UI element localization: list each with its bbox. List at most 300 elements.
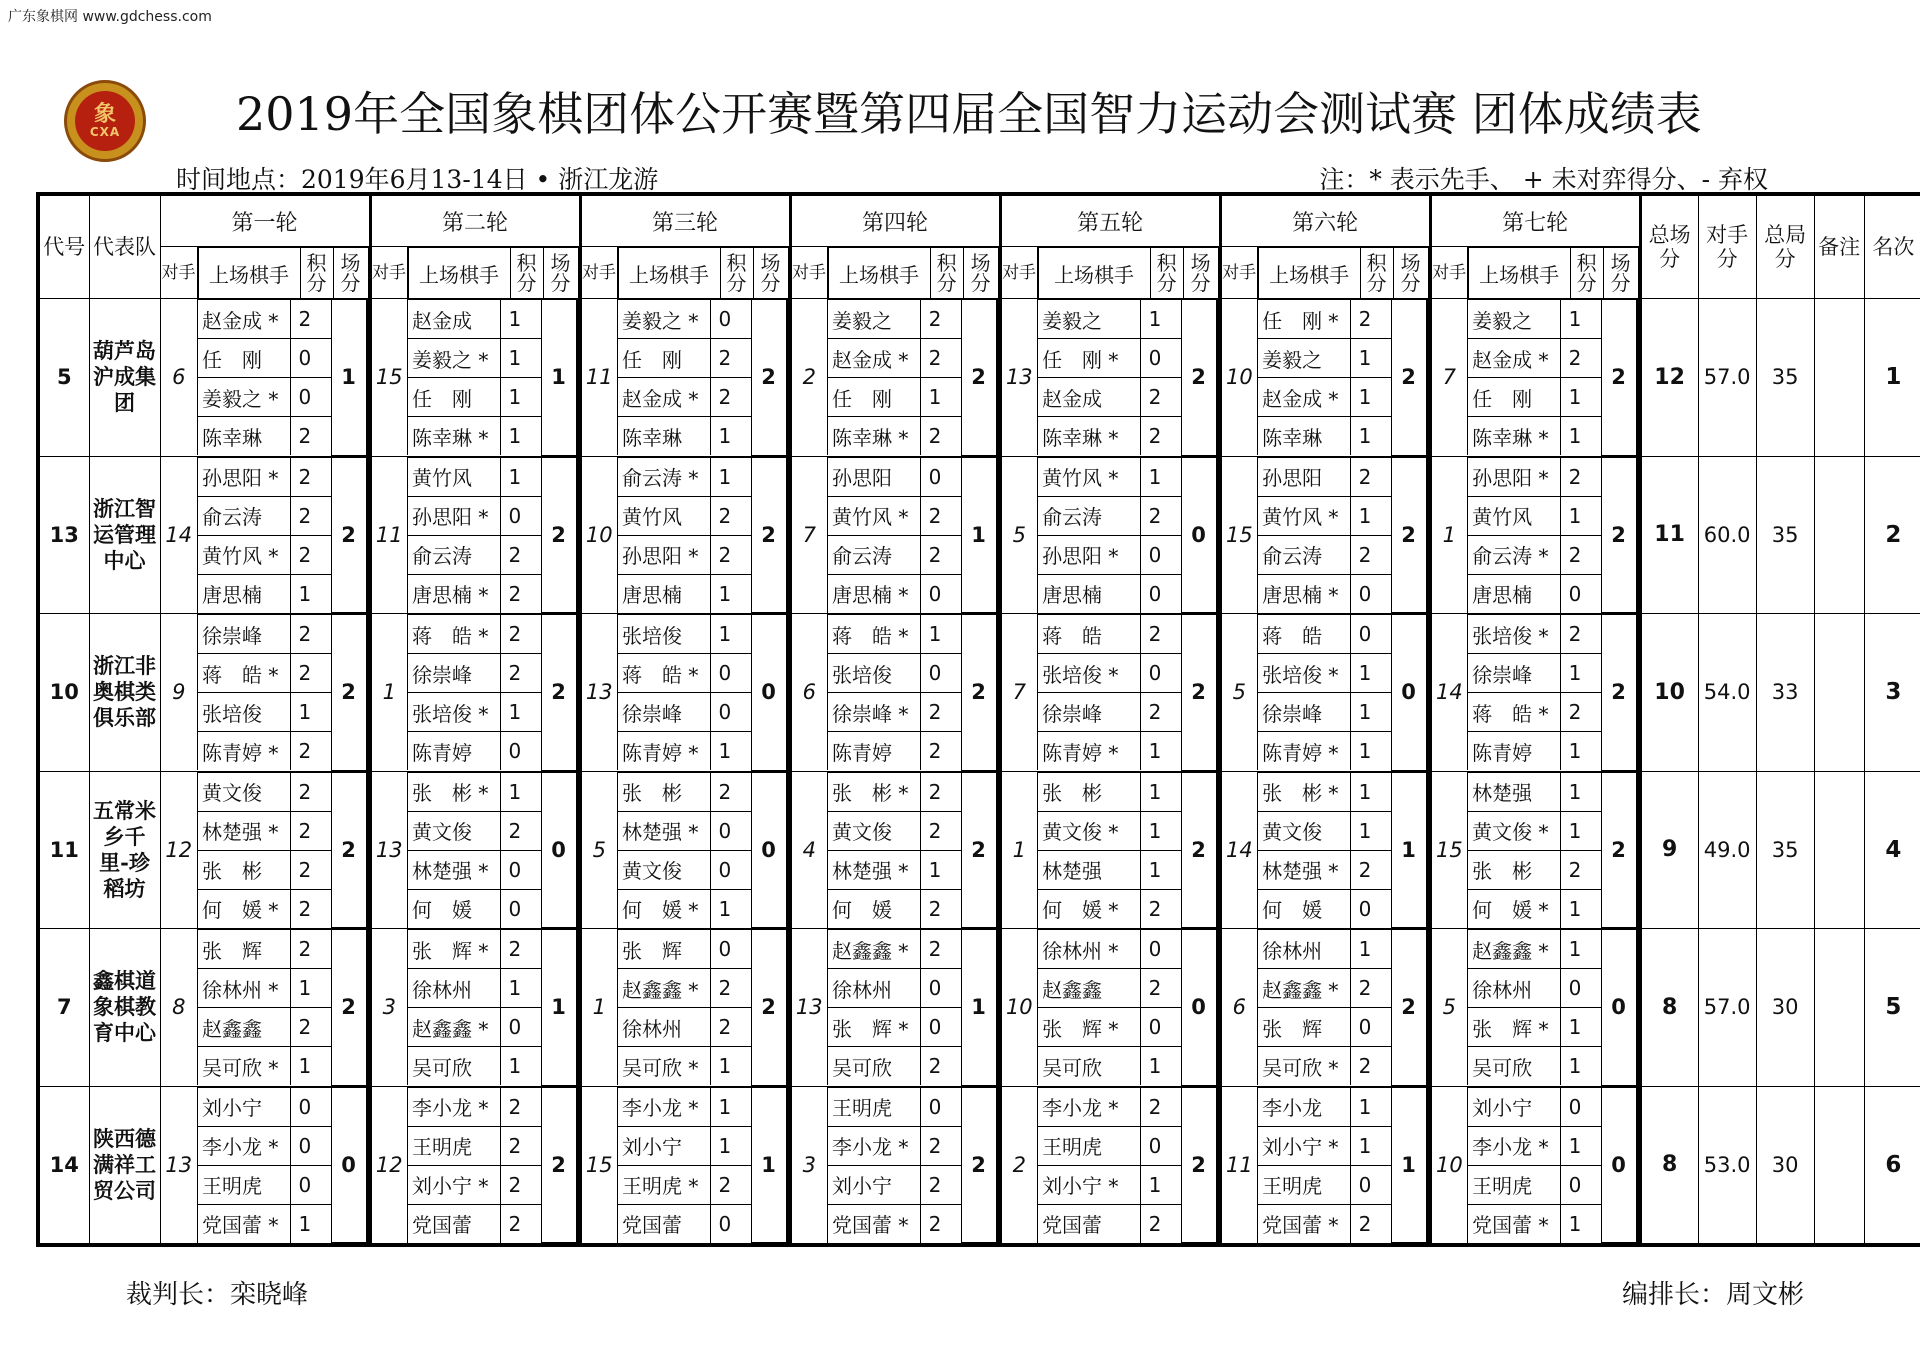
player-points: 1 bbox=[920, 850, 961, 889]
round-match-points: 1 bbox=[751, 1087, 787, 1243]
player-name: 张 辉 bbox=[198, 930, 291, 969]
round-match-points: 0 bbox=[541, 772, 577, 928]
player-name: 蒋 皓 * bbox=[1468, 693, 1561, 732]
logo-glyph: 象 bbox=[93, 101, 116, 127]
player-points: 2 bbox=[1350, 969, 1391, 1008]
player-name: 吴可欣 bbox=[1038, 1047, 1141, 1086]
player-name: 张培俊 * bbox=[1468, 615, 1561, 654]
header-players-block bbox=[617, 247, 790, 299]
round-block bbox=[197, 456, 370, 614]
header-players-inner bbox=[828, 247, 999, 298]
player-points: 0 bbox=[710, 811, 751, 850]
player-name: 任 刚 * bbox=[1258, 300, 1351, 339]
player-name: 唐思楠 * bbox=[408, 574, 501, 613]
player-name: 赵金成 bbox=[408, 300, 501, 339]
player-points: 1 bbox=[1350, 772, 1391, 811]
round-block bbox=[197, 771, 370, 929]
player-points: 1 bbox=[500, 417, 541, 456]
round-opponent: 15 bbox=[580, 1086, 617, 1245]
player-row bbox=[198, 300, 368, 339]
player-name: 姜毅之 bbox=[828, 300, 921, 339]
player-points: 2 bbox=[710, 1008, 751, 1047]
round-opponent: 13 bbox=[580, 614, 617, 772]
player-points: 1 bbox=[1350, 496, 1391, 535]
player-name: 任 刚 bbox=[828, 378, 921, 417]
player-name: 陈幸琳 * bbox=[408, 417, 501, 456]
header-opp-score: 对手分 bbox=[1698, 194, 1756, 299]
player-points: 2 bbox=[500, 654, 541, 693]
round-lineup bbox=[1257, 929, 1429, 1086]
player-points: 2 bbox=[500, 1087, 541, 1126]
round-opponent: 5 bbox=[1430, 929, 1467, 1087]
player-points: 0 bbox=[1140, 1008, 1181, 1047]
player-name: 黄文俊 bbox=[408, 811, 501, 850]
player-name: 张 彬 * bbox=[1258, 772, 1351, 811]
round-match-points: 2 bbox=[541, 615, 577, 771]
player-points: 1 bbox=[1560, 378, 1601, 417]
player-points: 2 bbox=[920, 930, 961, 969]
player-points: 0 bbox=[500, 496, 541, 535]
header-players-block bbox=[1037, 247, 1220, 299]
round-lineup bbox=[197, 614, 369, 771]
player-name: 赵鑫鑫 * bbox=[408, 1008, 501, 1047]
round-match-points: 2 bbox=[1391, 457, 1427, 613]
player-name: 姜毅之 * bbox=[198, 378, 291, 417]
team-row bbox=[38, 929, 1920, 1087]
header-match: 场分 bbox=[543, 248, 578, 299]
player-name: 蒋 皓 * bbox=[618, 654, 711, 693]
time-location: 时间地点：2019年6月13-14日 • 浙江龙游 bbox=[176, 165, 659, 194]
header-round-4: 第四轮 bbox=[790, 194, 1000, 247]
player-points: 2 bbox=[1140, 496, 1181, 535]
player-points: 2 bbox=[1350, 1047, 1391, 1086]
player-name: 蒋 皓 * bbox=[408, 615, 501, 654]
remarks bbox=[1814, 929, 1864, 1087]
header-players-inner bbox=[1468, 247, 1639, 298]
player-name: 唐思楠 * bbox=[1258, 574, 1351, 613]
player-name: 李小龙 * bbox=[828, 1126, 921, 1165]
header-points: 积分 bbox=[1570, 248, 1603, 299]
round-opponent: 5 bbox=[1220, 614, 1257, 772]
player-points: 0 bbox=[710, 850, 751, 889]
round-block bbox=[1257, 614, 1430, 772]
player-name: 徐林州 bbox=[1258, 930, 1351, 969]
player-name: 张培俊 bbox=[828, 654, 921, 693]
round-block bbox=[407, 929, 580, 1087]
player-row bbox=[1038, 930, 1218, 969]
round-lineup bbox=[1257, 299, 1429, 456]
player-points: 0 bbox=[920, 1087, 961, 1126]
round-match-points: 0 bbox=[1391, 615, 1427, 771]
player-points: 0 bbox=[290, 339, 331, 378]
player-points: 2 bbox=[1350, 535, 1391, 574]
player-row bbox=[618, 615, 788, 654]
header-players: 上场棋手 bbox=[828, 248, 930, 299]
player-row bbox=[408, 300, 578, 339]
player-name: 刘小宁 * bbox=[1038, 1165, 1141, 1204]
round-block bbox=[827, 1086, 1000, 1245]
round-block bbox=[827, 456, 1000, 614]
total-game-points: 30 bbox=[1756, 929, 1814, 1087]
header-round-6: 第六轮 bbox=[1220, 194, 1430, 247]
round-opponent: 7 bbox=[790, 456, 827, 614]
team-row bbox=[38, 1086, 1920, 1245]
round-match-points: 2 bbox=[961, 300, 997, 456]
player-points: 1 bbox=[1560, 1204, 1601, 1243]
player-name: 黄竹风 bbox=[1468, 496, 1561, 535]
site-watermark: 广东象棋网 www.gdchess.com bbox=[8, 9, 212, 25]
player-points: 2 bbox=[1140, 378, 1181, 417]
round-match-points: 0 bbox=[1181, 930, 1217, 1086]
round-opponent: 12 bbox=[160, 771, 197, 929]
round-match-points: 2 bbox=[961, 615, 997, 771]
player-name: 黄竹风 * bbox=[828, 496, 921, 535]
player-points: 2 bbox=[1350, 850, 1391, 889]
header-match: 场分 bbox=[1603, 248, 1638, 299]
round-block bbox=[197, 1086, 370, 1245]
player-name: 张 辉 bbox=[1258, 1008, 1351, 1047]
round-opponent: 4 bbox=[790, 771, 827, 929]
round-match-points: 2 bbox=[331, 615, 367, 771]
round-lineup bbox=[617, 772, 789, 929]
player-points: 2 bbox=[1140, 1204, 1181, 1243]
player-points: 2 bbox=[290, 654, 331, 693]
remarks bbox=[1814, 456, 1864, 614]
round-lineup bbox=[407, 299, 579, 456]
player-points: 0 bbox=[710, 1204, 751, 1243]
round-opponent: 9 bbox=[160, 614, 197, 772]
player-name: 陈青婷 * bbox=[198, 732, 291, 771]
header-players: 上场棋手 bbox=[408, 248, 510, 299]
player-row bbox=[1038, 1087, 1218, 1126]
player-points: 0 bbox=[920, 574, 961, 613]
player-name: 林楚强 * bbox=[1258, 850, 1351, 889]
player-name: 徐崇峰 bbox=[198, 615, 291, 654]
player-name: 赵金成 * bbox=[198, 300, 291, 339]
player-name: 黄竹风 * bbox=[1038, 457, 1141, 496]
player-points: 1 bbox=[1350, 339, 1391, 378]
player-points: 2 bbox=[920, 417, 961, 456]
player-points: 2 bbox=[1560, 339, 1601, 378]
round-lineup bbox=[1257, 772, 1429, 929]
opponent-score: 54.0 bbox=[1698, 614, 1756, 772]
player-points: 0 bbox=[710, 930, 751, 969]
player-points: 1 bbox=[500, 457, 541, 496]
player-points: 1 bbox=[1560, 300, 1601, 339]
header-row-sub bbox=[38, 247, 1920, 299]
player-name: 吴可欣 * bbox=[618, 1047, 711, 1086]
player-name: 李小龙 * bbox=[198, 1126, 291, 1165]
player-points: 2 bbox=[920, 496, 961, 535]
round-lineup bbox=[407, 1087, 579, 1244]
rank: 6 bbox=[1864, 1086, 1920, 1245]
team-code: 5 bbox=[38, 299, 89, 457]
player-points: 1 bbox=[710, 574, 751, 613]
round-block bbox=[407, 456, 580, 614]
player-name: 陈青婷 * bbox=[618, 732, 711, 771]
player-points: 2 bbox=[290, 930, 331, 969]
team-name: 葫芦岛沪成集团 bbox=[89, 299, 160, 457]
player-points: 1 bbox=[290, 574, 331, 613]
player-name: 吴可欣 bbox=[828, 1047, 921, 1086]
player-name: 党国蕾 * bbox=[828, 1204, 921, 1243]
player-row bbox=[828, 930, 998, 969]
round-lineup bbox=[1467, 457, 1639, 614]
rank: 3 bbox=[1864, 614, 1920, 772]
round-lineup bbox=[617, 614, 789, 771]
player-points: 1 bbox=[1560, 417, 1601, 456]
player-name: 陈幸琳 * bbox=[1468, 417, 1561, 456]
header-players-block bbox=[827, 247, 1000, 299]
player-name: 张 辉 * bbox=[1468, 1008, 1561, 1047]
player-name: 党国蕾 bbox=[1038, 1204, 1141, 1243]
player-name: 李小龙 * bbox=[408, 1087, 501, 1126]
player-name: 孙思阳 * bbox=[1468, 457, 1561, 496]
player-points: 2 bbox=[290, 615, 331, 654]
player-row bbox=[198, 615, 368, 654]
player-points: 2 bbox=[710, 772, 751, 811]
player-name: 党国蕾 bbox=[618, 1204, 711, 1243]
header-rank: 名次 bbox=[1864, 194, 1920, 299]
player-name: 俞云涛 bbox=[1038, 496, 1141, 535]
header-code: 代号 bbox=[38, 194, 89, 299]
cxa-logo bbox=[64, 80, 146, 162]
round-block bbox=[1467, 456, 1640, 614]
player-row bbox=[1468, 1087, 1638, 1126]
header-round-7: 第七轮 bbox=[1430, 194, 1640, 247]
round-lineup bbox=[1257, 457, 1429, 614]
round-match-points: 2 bbox=[751, 300, 787, 456]
player-name: 林楚强 bbox=[1038, 850, 1141, 889]
player-points: 2 bbox=[1140, 615, 1181, 654]
round-opponent: 10 bbox=[1000, 929, 1037, 1087]
round-match-points: 0 bbox=[1601, 930, 1637, 1086]
team-row bbox=[38, 614, 1920, 772]
total-match-points: 10 bbox=[1640, 614, 1698, 772]
total-match-points: 9 bbox=[1640, 771, 1698, 929]
player-name: 孙思阳 * bbox=[618, 535, 711, 574]
player-points: 2 bbox=[710, 378, 751, 417]
remarks bbox=[1814, 299, 1864, 457]
player-row bbox=[198, 930, 368, 969]
player-points: 1 bbox=[500, 339, 541, 378]
player-row bbox=[198, 457, 368, 496]
team-name: 鑫棋道象棋教育中心 bbox=[89, 929, 160, 1087]
player-name: 何 媛 * bbox=[618, 889, 711, 928]
round-opponent: 14 bbox=[1430, 614, 1467, 772]
player-points: 1 bbox=[1140, 811, 1181, 850]
player-points: 1 bbox=[500, 300, 541, 339]
player-points: 1 bbox=[1350, 693, 1391, 732]
results-body bbox=[38, 299, 1920, 1246]
round-match-points: 2 bbox=[1601, 772, 1637, 928]
player-row bbox=[1038, 300, 1218, 339]
round-block bbox=[1257, 929, 1430, 1087]
header-match: 场分 bbox=[1393, 248, 1428, 299]
player-name: 徐林州 bbox=[828, 969, 921, 1008]
round-block bbox=[1467, 771, 1640, 929]
player-name: 何 媛 * bbox=[1468, 889, 1561, 928]
player-name: 张 彬 bbox=[198, 850, 291, 889]
player-row bbox=[408, 772, 578, 811]
player-row bbox=[618, 772, 788, 811]
player-row bbox=[1468, 615, 1638, 654]
header-row-rounds bbox=[38, 194, 1920, 247]
player-points: 2 bbox=[1560, 693, 1601, 732]
player-name: 刘小宁 bbox=[828, 1165, 921, 1204]
player-points: 1 bbox=[710, 889, 751, 928]
player-points: 2 bbox=[1560, 457, 1601, 496]
player-name: 赵鑫鑫 bbox=[198, 1008, 291, 1047]
player-points: 2 bbox=[500, 1204, 541, 1243]
round-block bbox=[1037, 771, 1220, 929]
header-opp: 对手 bbox=[580, 247, 617, 299]
round-opponent: 1 bbox=[580, 929, 617, 1087]
round-lineup bbox=[617, 1087, 789, 1244]
player-name: 陈幸琳 * bbox=[1038, 417, 1141, 456]
round-lineup bbox=[1257, 1087, 1429, 1244]
results-table bbox=[36, 192, 1920, 1247]
player-points: 1 bbox=[1560, 930, 1601, 969]
player-name: 党国蕾 bbox=[408, 1204, 501, 1243]
round-lineup bbox=[827, 1087, 999, 1244]
player-name: 黄文俊 bbox=[1258, 811, 1351, 850]
player-name: 赵金成 * bbox=[1258, 378, 1351, 417]
player-points: 2 bbox=[1560, 535, 1601, 574]
player-row bbox=[1468, 457, 1638, 496]
player-name: 任 刚 bbox=[408, 378, 501, 417]
player-points: 1 bbox=[1140, 300, 1181, 339]
round-match-points: 2 bbox=[541, 1087, 577, 1243]
player-name: 孙思阳 bbox=[828, 457, 921, 496]
round-block bbox=[1257, 771, 1430, 929]
player-name: 党国蕾 * bbox=[198, 1204, 291, 1243]
header-match: 场分 bbox=[1183, 248, 1218, 299]
player-name: 黄文俊 bbox=[618, 850, 711, 889]
team-name: 浙江非奥棋类俱乐部 bbox=[89, 614, 160, 772]
player-name: 党国蕾 * bbox=[1258, 1204, 1351, 1243]
player-row bbox=[408, 457, 578, 496]
player-points: 2 bbox=[1140, 417, 1181, 456]
player-points: 2 bbox=[290, 300, 331, 339]
player-name: 徐崇峰 * bbox=[828, 693, 921, 732]
round-lineup bbox=[1037, 1087, 1219, 1244]
player-points: 1 bbox=[1350, 378, 1391, 417]
player-name: 张 辉 bbox=[618, 930, 711, 969]
total-game-points: 35 bbox=[1756, 456, 1814, 614]
player-points: 0 bbox=[1140, 574, 1181, 613]
player-points: 2 bbox=[710, 969, 751, 1008]
player-name: 刘小宁 bbox=[1468, 1087, 1561, 1126]
team-code: 11 bbox=[38, 771, 89, 929]
player-points: 2 bbox=[500, 535, 541, 574]
player-name: 俞云涛 bbox=[1258, 535, 1351, 574]
header-opp: 对手 bbox=[370, 247, 407, 299]
round-lineup bbox=[1257, 614, 1429, 771]
player-name: 刘小宁 bbox=[198, 1087, 291, 1126]
round-match-points: 0 bbox=[1181, 457, 1217, 613]
header-round-1: 第一轮 bbox=[160, 194, 370, 247]
player-name: 唐思楠 * bbox=[828, 574, 921, 613]
player-points: 2 bbox=[920, 889, 961, 928]
round-block bbox=[617, 771, 790, 929]
remarks bbox=[1814, 1086, 1864, 1245]
player-points: 1 bbox=[710, 1087, 751, 1126]
player-row bbox=[1258, 457, 1428, 496]
round-lineup bbox=[407, 614, 579, 771]
round-block bbox=[617, 614, 790, 772]
round-block bbox=[1257, 299, 1430, 457]
round-opponent: 15 bbox=[1430, 771, 1467, 929]
player-points: 1 bbox=[1140, 457, 1181, 496]
player-name: 张 彬 bbox=[618, 772, 711, 811]
header-points: 积分 bbox=[300, 248, 333, 299]
player-name: 王明虎 bbox=[198, 1165, 291, 1204]
round-lineup bbox=[197, 1087, 369, 1244]
player-name: 李小龙 bbox=[1258, 1087, 1351, 1126]
player-points: 2 bbox=[1560, 850, 1601, 889]
player-name: 张 辉 * bbox=[828, 1008, 921, 1047]
player-points: 2 bbox=[1350, 300, 1391, 339]
player-points: 0 bbox=[290, 1126, 331, 1165]
player-name: 唐思楠 bbox=[618, 574, 711, 613]
header-players: 上场棋手 bbox=[1258, 248, 1360, 299]
player-points: 0 bbox=[1350, 574, 1391, 613]
player-row bbox=[828, 300, 998, 339]
round-lineup bbox=[617, 457, 789, 614]
player-name: 陈幸琳 bbox=[1258, 417, 1351, 456]
player-name: 何 媛 bbox=[1258, 889, 1351, 928]
round-opponent: 10 bbox=[1430, 1086, 1467, 1245]
player-row bbox=[618, 457, 788, 496]
player-name: 俞云涛 bbox=[198, 496, 291, 535]
header-players-inner bbox=[618, 247, 789, 298]
header-round-5: 第五轮 bbox=[1000, 194, 1220, 247]
player-points: 1 bbox=[1140, 1165, 1181, 1204]
player-points: 2 bbox=[920, 339, 961, 378]
round-match-points: 2 bbox=[1181, 615, 1217, 771]
team-name: 浙江智运管理中心 bbox=[89, 456, 160, 614]
header-players-block bbox=[197, 247, 370, 299]
player-name: 陈青婷 bbox=[408, 732, 501, 771]
round-match-points: 0 bbox=[331, 1087, 367, 1243]
player-name: 任 刚 bbox=[618, 339, 711, 378]
round-block bbox=[1467, 1086, 1640, 1245]
round-opponent: 7 bbox=[1000, 614, 1037, 772]
round-opponent: 13 bbox=[1000, 299, 1037, 457]
player-name: 刘小宁 * bbox=[408, 1165, 501, 1204]
page-title: 2019年全国象棋团体公开赛暨第四届全国智力运动会测试赛 团体成绩表 bbox=[236, 87, 1702, 141]
legend-note: 注：* 表示先手、 + 未对弈得分、- 弃权 bbox=[1319, 165, 1768, 194]
round-match-points: 1 bbox=[541, 930, 577, 1086]
round-lineup bbox=[827, 772, 999, 929]
header-points: 积分 bbox=[720, 248, 753, 299]
round-block bbox=[1257, 456, 1430, 614]
player-points: 2 bbox=[290, 535, 331, 574]
round-opponent: 13 bbox=[790, 929, 827, 1087]
team-row bbox=[38, 299, 1920, 457]
header-points: 积分 bbox=[510, 248, 543, 299]
player-name: 黄文俊 * bbox=[1468, 811, 1561, 850]
player-points: 0 bbox=[1560, 969, 1601, 1008]
round-block bbox=[197, 614, 370, 772]
header-points: 积分 bbox=[1360, 248, 1393, 299]
player-name: 赵金成 * bbox=[828, 339, 921, 378]
player-name: 徐崇峰 bbox=[1258, 693, 1351, 732]
player-name: 蒋 皓 * bbox=[828, 615, 921, 654]
header-points: 积分 bbox=[1150, 248, 1183, 299]
player-points: 2 bbox=[1350, 1204, 1391, 1243]
